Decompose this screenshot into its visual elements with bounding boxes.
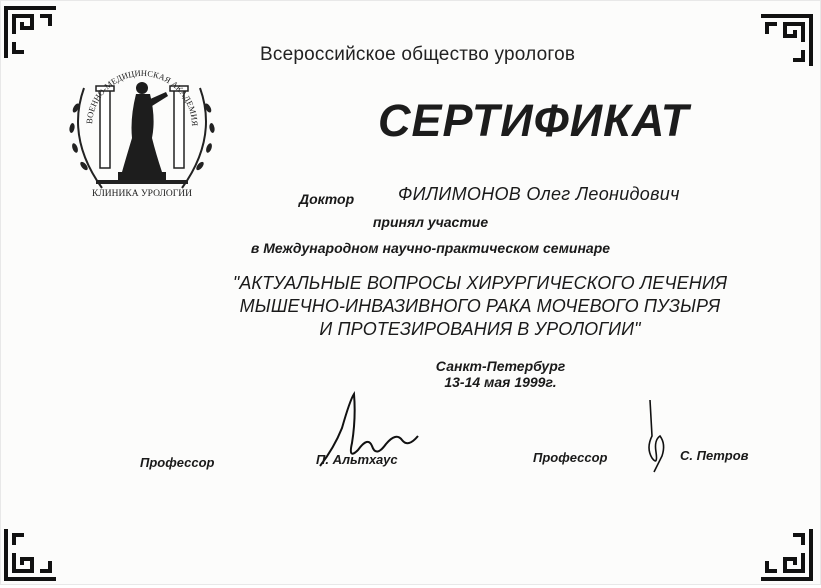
academy-emblem xyxy=(62,48,222,206)
recipient-label: Доктор xyxy=(299,191,355,207)
society-name: Всероссийское общество урологов xyxy=(260,44,576,65)
signatory-name-2: С. Петров xyxy=(680,448,749,463)
topic-line: МЫШЕЧНО-ИНВАЗИВНОГО РАКА МОЧЕВОГО ПУЗЫРЯ xyxy=(239,296,721,316)
signatory-title-1: Профессор xyxy=(140,455,215,470)
event-city: Санкт-Петербург xyxy=(435,358,566,374)
corner-ornament-bottom-left xyxy=(2,525,60,583)
seminar-topic xyxy=(200,272,760,341)
corner-ornament-top-right xyxy=(757,12,815,70)
event-date: 13-14 мая 1999г. xyxy=(444,374,557,390)
emblem-ring-text: ВОЕННО-МЕДИЦИНСКАЯ АКАДЕМИЯ xyxy=(83,67,201,127)
signatory-name-1: П. Альтхаус xyxy=(316,452,398,467)
topic-line: "АКТУАЛЬНЫЕ ВОПРОСЫ ХИРУРГИЧЕСКОГО ЛЕЧЕНИЯ xyxy=(232,273,728,293)
seminar-text: в Международном научно-практическом семинаре xyxy=(250,240,611,256)
recipient-name: ФИЛИМОНОВ Олег Леонидович xyxy=(398,184,680,204)
certificate-title: СЕРТИФИКАТ xyxy=(378,95,690,146)
corner-ornament-top-left xyxy=(2,4,60,62)
participation-text: принял участие xyxy=(372,214,489,230)
emblem-bottom-text: КЛИНИКА УРОЛОГИИ xyxy=(92,189,192,199)
signature-petrov xyxy=(636,396,672,476)
signatory-title-2: Профессор xyxy=(533,450,608,465)
topic-line: И ПРОТЕЗИРОВАНИЯ В УРОЛОГИИ" xyxy=(319,319,641,339)
corner-ornament-bottom-right xyxy=(757,525,815,583)
